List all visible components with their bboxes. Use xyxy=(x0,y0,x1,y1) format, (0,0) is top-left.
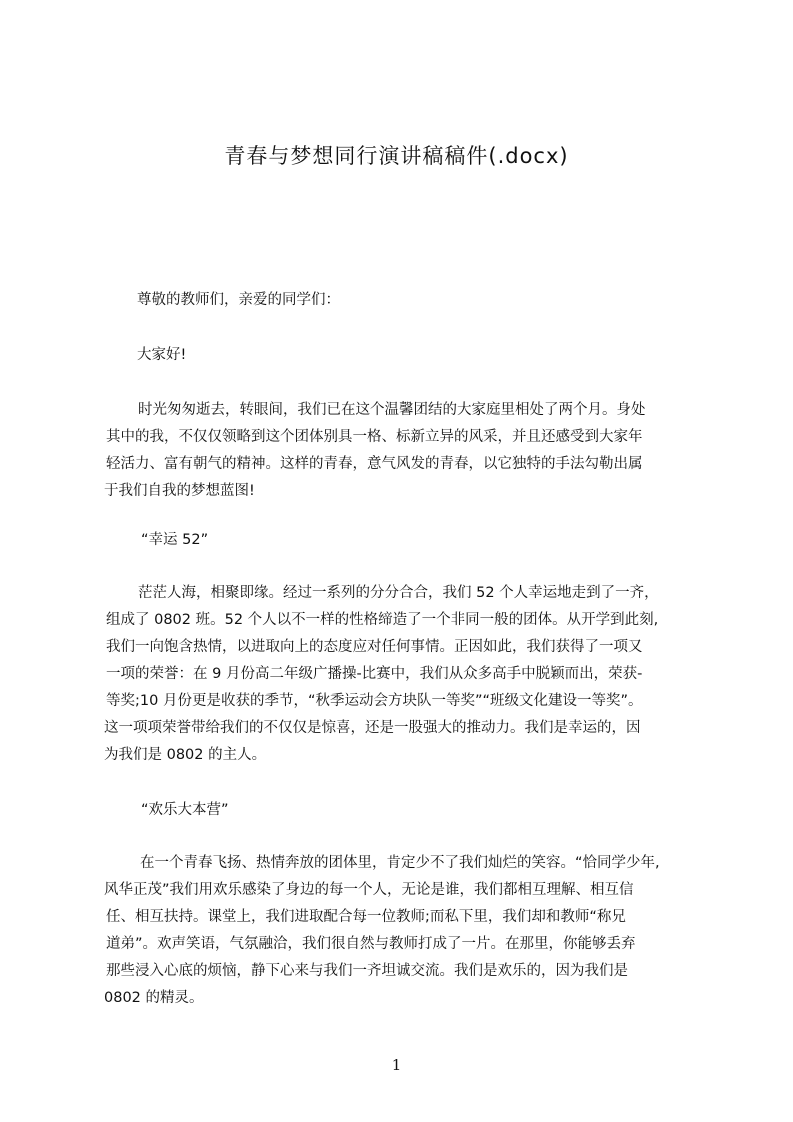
lucky-line-1: 茫茫人海，相聚即缘。经过一系列的分分合合，我们 52 个人幸运地走到了一齐， xyxy=(138,585,659,601)
happy-line-2: 风华正茂”我们用欢乐感染了身边的每一个人，无论是谁，我们都相互理解、相互信 xyxy=(104,882,634,898)
happy-line-3: 任、相互扶持。课堂上，我们进取配合每一位教师;而私下里，我们却和教师“称兄 xyxy=(106,909,626,925)
happy-line-5: 那些浸入心底的烦恼，静下心来与我们一齐坦诚交流。我们是欢乐的，因为我们是 xyxy=(106,963,628,979)
document-title: 青春与梦想同行演讲稿稿件(.docx) xyxy=(224,144,569,168)
page-number: 1 xyxy=(391,1056,402,1074)
intro-line-4: 于我们自我的梦想蓝图! xyxy=(104,483,255,499)
intro-line-1: 时光匆匆逝去，转眼间，我们已在这个温馨团结的大家庭里相处了两个月。身处 xyxy=(138,402,646,418)
lucky-line-5: 等奖;10 月份更是收获的季节，“秋季运动会方块队一等奖”“班级文化建设一等奖”。 xyxy=(106,693,643,709)
hello-line: 大家好! xyxy=(137,347,187,363)
lucky-line-4: 一项的荣誉：在 9 月份高二年级广播操-比赛中，我们从众多高手中脱颖而出，荣获- xyxy=(106,666,643,682)
heading-happy-camp: “欢乐大本营” xyxy=(141,802,229,818)
happy-line-4: 道弟”。欢声笑语，气氛融洽，我们很自然与教师打成了一片。在那里，你能够丢弃 xyxy=(106,936,636,952)
intro-line-3: 轻活力、富有朝气的精神。这样的青春，意气风发的青春，以它独特的手法勾勒出属 xyxy=(106,456,643,472)
happy-line-1: 在一个青春飞扬、热情奔放的团体里，肯定少不了我们灿烂的笑容。“恰同学少年, xyxy=(140,855,660,871)
greeting-line: 尊敬的教师们，亲爱的同学们： xyxy=(137,292,340,308)
heading-lucky-52: “幸运 52” xyxy=(141,532,209,548)
lucky-line-2: 组成了 0802 班。52 个人以不一样的性格缔造了一个非同一般的团体。从开学到此刻, xyxy=(106,612,659,628)
lucky-line-3: 我们一向饱含热情，以进取向上的态度应对任何事情。正因如此，我们获得了一项又 xyxy=(106,639,643,655)
happy-line-6: 0802 的精灵。 xyxy=(104,990,204,1006)
lucky-line-6: 这一项项荣誉带给我们的不仅仅是惊喜，还是一股强大的推动力。我们是幸运的，因 xyxy=(104,720,641,736)
intro-line-2: 其中的我，不仅仅领略到这个团体别具一格、标新立异的风采，并且还感受到大家年 xyxy=(106,429,643,445)
lucky-line-7: 为我们是 0802 的主人。 xyxy=(104,747,267,763)
